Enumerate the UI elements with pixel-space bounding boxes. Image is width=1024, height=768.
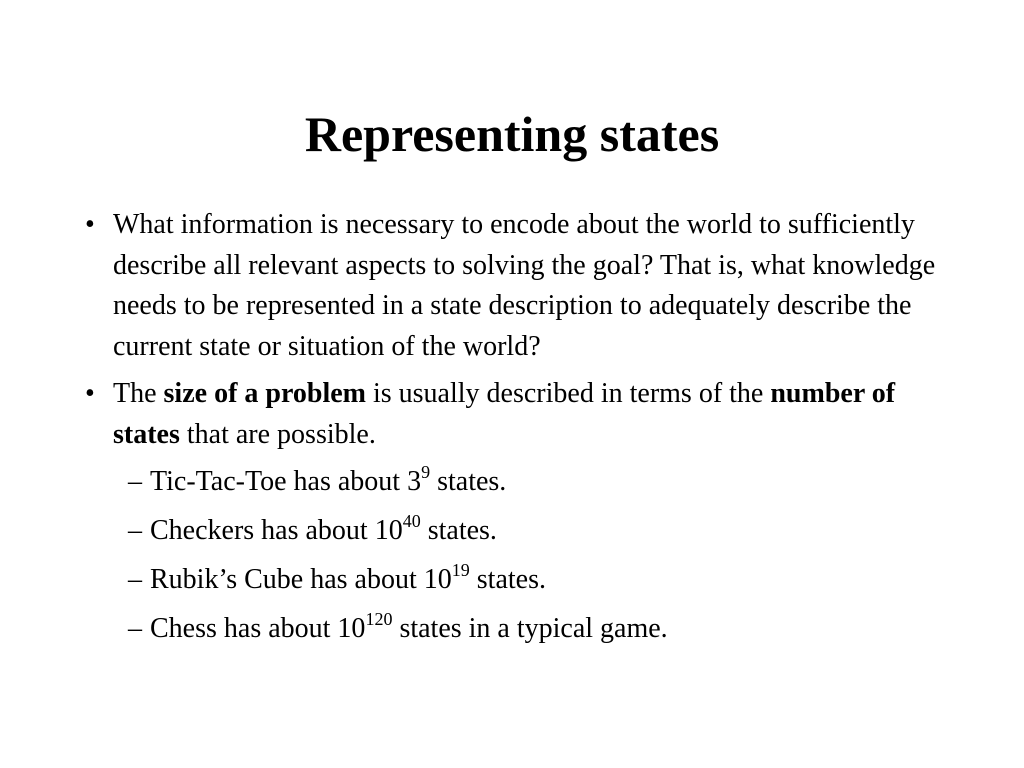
bullet-marker: •	[85, 209, 95, 240]
sub-bullet-post: states.	[469, 564, 546, 595]
sub-bullet-text	[150, 511, 497, 546]
exponent: 120	[365, 609, 393, 629]
sub-bullet-post: states.	[430, 466, 507, 497]
sub-bullet-dash: –	[128, 613, 142, 644]
sub-bullet-pre: Chess has about 10	[150, 613, 366, 644]
bullet-text: What information is necessary to encode about the world to sufficiently describe all relevant aspects to solving the goal? That is, what knowledge needs to be represented in a state description to adequately describe the current state or situation of the world?	[113, 209, 936, 362]
sub-bullet-item	[85, 511, 955, 551]
sub-bullet-dash: –	[128, 564, 142, 595]
sub-bullet-item	[85, 462, 955, 502]
exponent: 40	[402, 511, 421, 531]
slide-body	[85, 205, 955, 658]
bullet-text-part: that are possible.	[179, 418, 376, 450]
exponent: 9	[421, 462, 431, 482]
sub-bullet-pre: Checkers has about 10	[150, 515, 403, 546]
bullet-text-part: The	[113, 378, 164, 409]
sub-bullet-pre: Tic-Tac-Toe has about 3	[150, 466, 422, 497]
sub-bullet-pre: Rubik’s Cube has about 10	[150, 564, 452, 595]
bold-term: number of states	[113, 378, 896, 450]
sub-bullet-item	[85, 560, 955, 600]
sub-bullet-text	[150, 560, 546, 595]
sub-bullet-post: states in a typical game.	[392, 613, 668, 644]
sub-bullet-item	[85, 609, 955, 649]
sub-bullet-dash: –	[128, 466, 142, 497]
bullet-marker: •	[85, 378, 95, 409]
bullet-text-part: is usually described in terms of the	[365, 378, 771, 409]
slide-title: Representing states	[304, 106, 720, 162]
sub-bullet-dash: –	[128, 515, 142, 546]
bold-term: size of a problem	[163, 378, 366, 409]
bullet-item	[85, 374, 955, 455]
exponent: 19	[451, 560, 470, 580]
sub-bullet-post: states.	[420, 515, 497, 546]
sub-bullet-text	[150, 462, 507, 497]
bullet-item	[85, 205, 955, 367]
sub-bullet-text	[150, 609, 668, 644]
